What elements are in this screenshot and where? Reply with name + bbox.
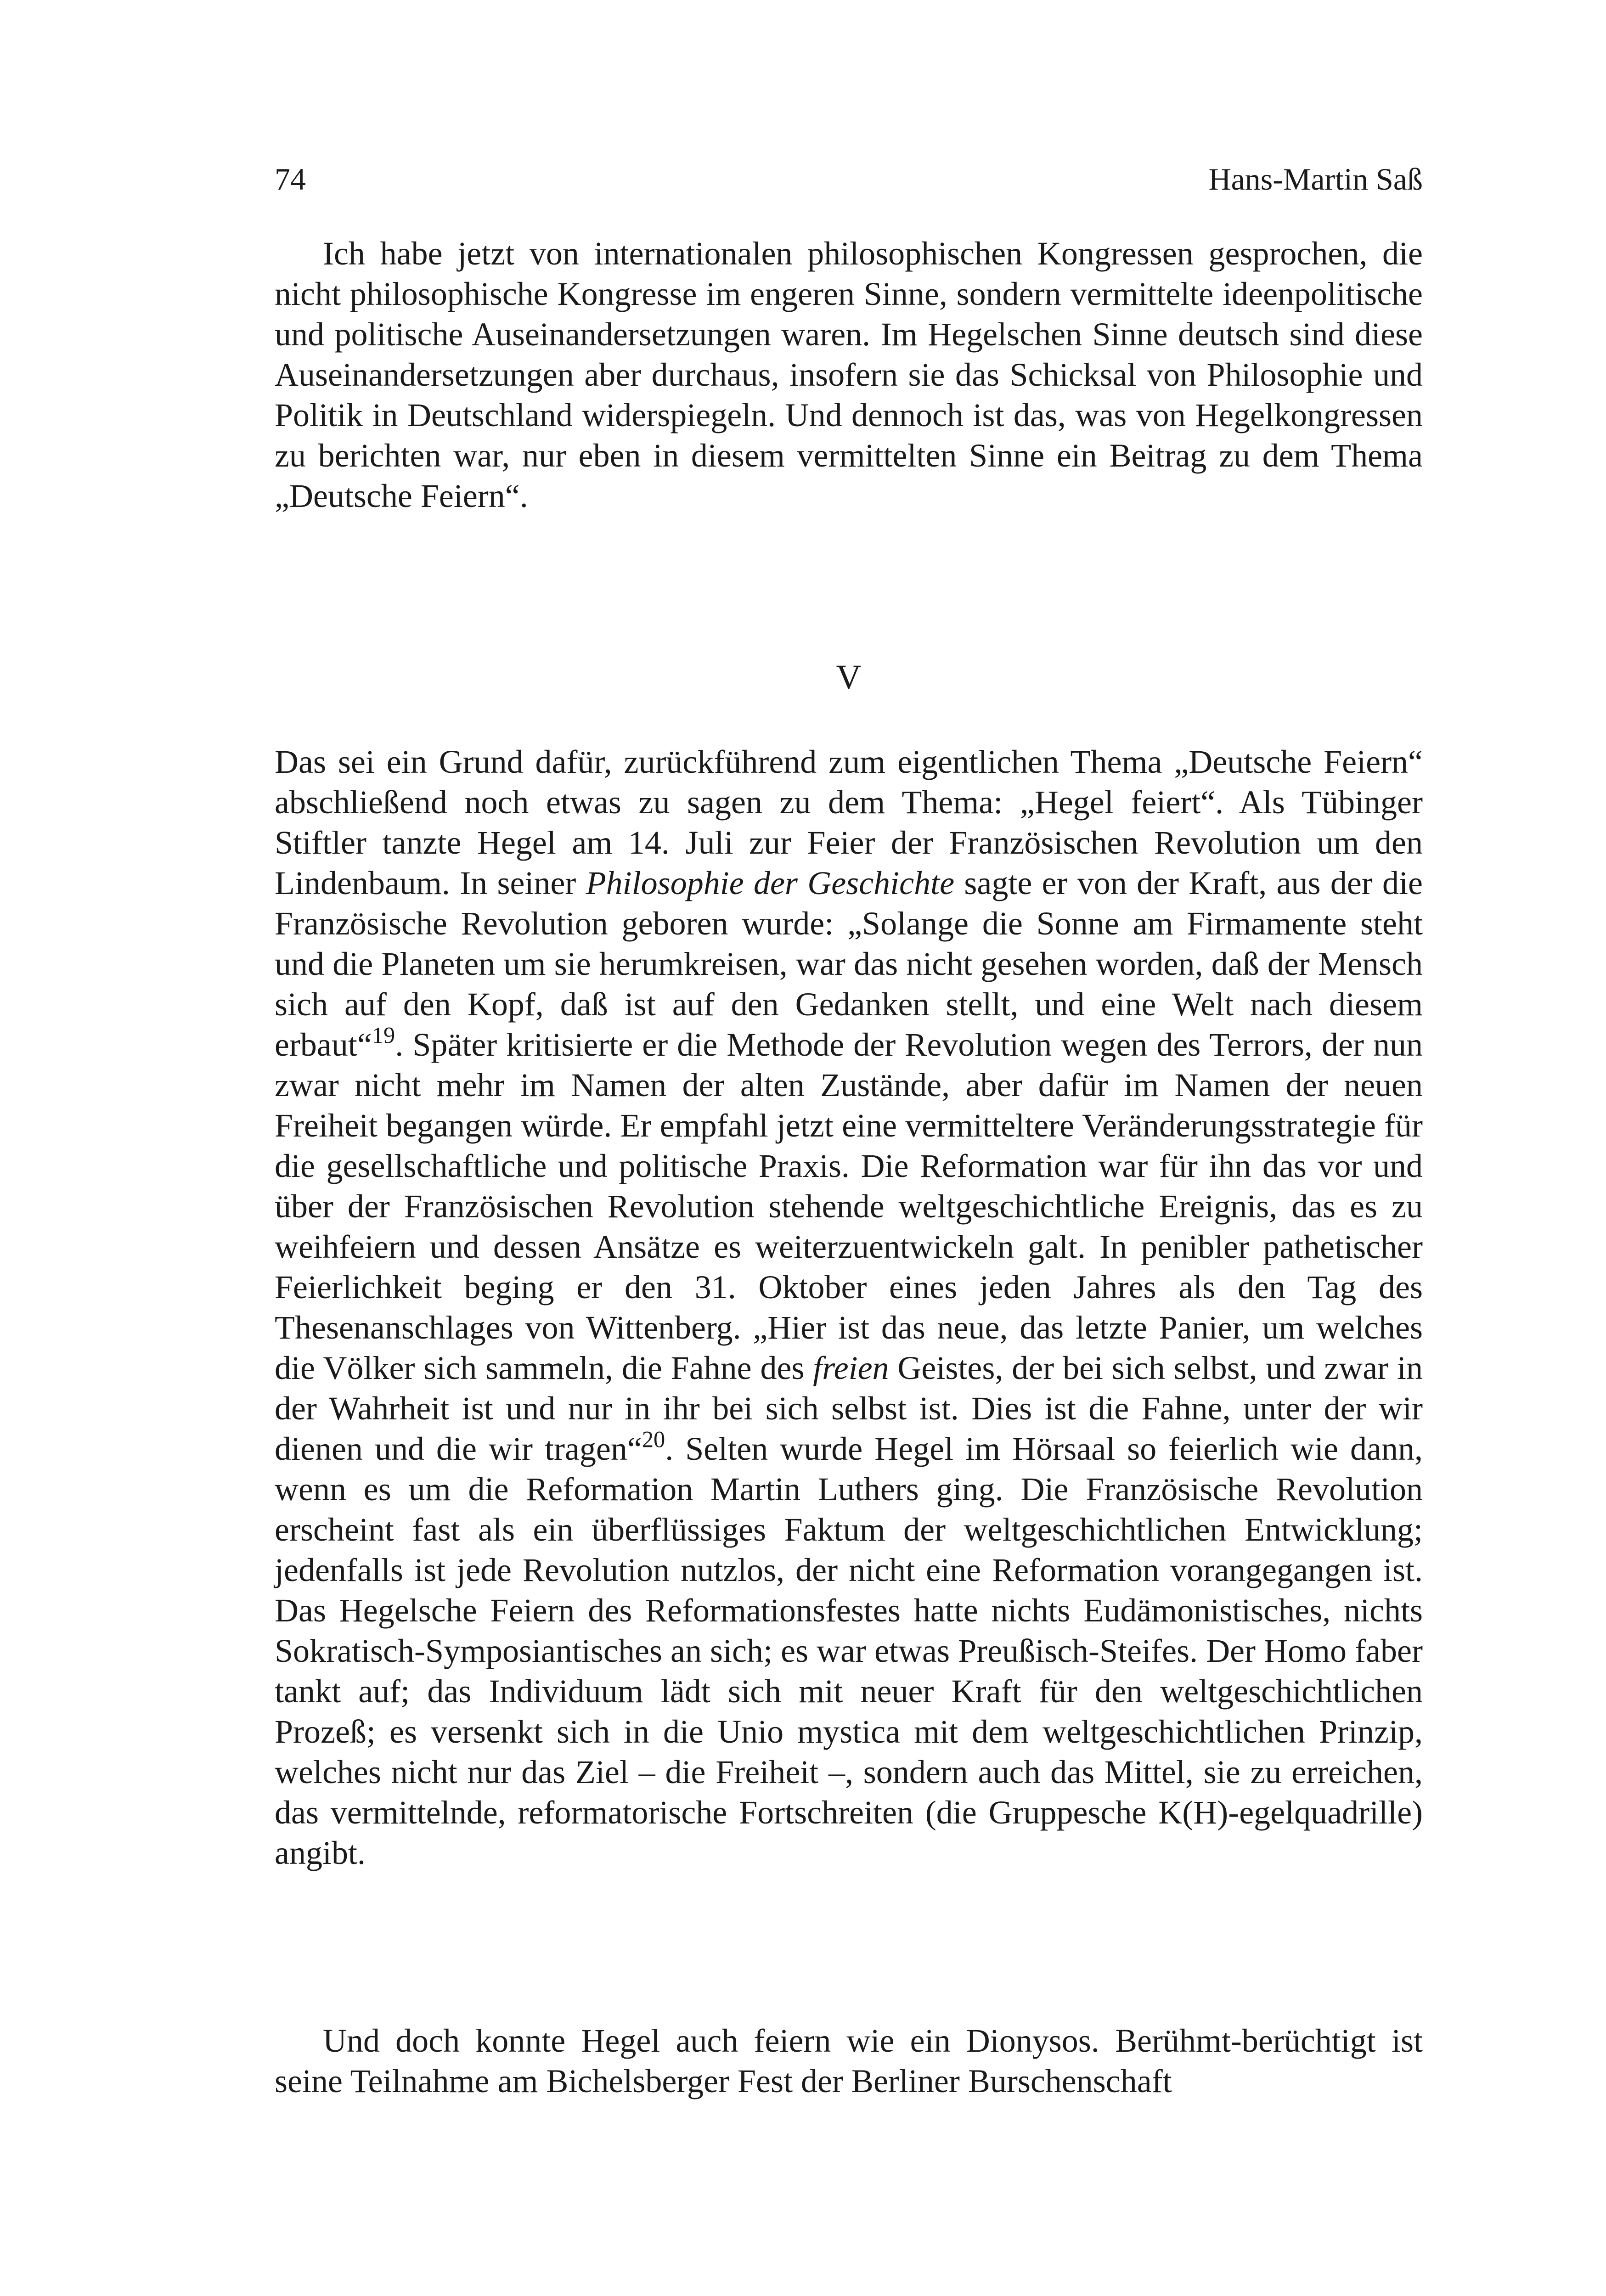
- paragraph-text: Und doch konnte Hegel auch feiern wie ein Dionysos. Berühmt-berüchtigt ist seine Teilnahme am Bichelsberger Fest der Berliner Burschenschaft: [275, 2022, 1423, 2099]
- text-run: Geistes, der bei sich selbst, und zwar in der Wahrheit ist und nur in ihr bei sich selbst ist. Dies ist die Fahne, unter der wir dienen und die wir tragen“: [275, 1350, 1423, 1467]
- footnote-marker[interactable]: 19: [372, 1022, 395, 1048]
- paragraph-congresses: [275, 233, 1423, 516]
- running-head: [275, 158, 1423, 200]
- book-title-italic: Philosophie der Geschichte: [586, 865, 955, 901]
- paragraph-hegel-feiert: [275, 742, 1423, 1873]
- page-number: 74: [275, 162, 306, 197]
- paragraph-dionysos: [275, 2020, 1423, 2101]
- footnote-marker[interactable]: 20: [642, 1426, 665, 1452]
- text-run: . Später kritisierte er die Methode der Revolution wegen des Terrors, der nun zwar nicht mehr im Namen der alten Zustände, aber dafür im Namen der neuen Freiheit begangen würde. Er empfahl jetzt eine vermitteltere Veränderungsstrategie für die gesellschaftliche und politische Praxis. Die Reformation war für ihn das vor und über der Französischen Revolution stehende weltgeschichtliche Ereignis, das es zu weihfeiern und dessen Ansätze es weiterzuentwickeln galt. In penibler pathetischer Feierlichkeit beging er den 31. Oktober eines jeden Jahres als den Tag des Thesenanschlages von Wittenberg. „Hier ist das neue, das letzte Panier, um welches die Völker sich sammeln, die Fahne des: [275, 1026, 1423, 1386]
- text-run: Das sei ein Grund dafür, zurückführend zum eigentlichen Thema „Deutsche Feiern“ abschließend noch etwas zu sagen zu dem Thema: „Hegel feiert“. Als Tübinger Stiftler tanzte Hegel am 14. Juli zur Feier der Französischen Revolution um den Lindenbaum. In seiner: [275, 743, 1423, 901]
- emphasis-italic: freien: [813, 1350, 889, 1386]
- running-head-author: Hans-Martin Saß: [1208, 162, 1423, 197]
- text-run: sagte er von der Kraft, aus der die Französische Revolution geboren wurde: „Solange die Sonne am Firmamente steht und die Planeten um sie herumkreisen, war das nicht gesehen worden, daß der Mensch sich auf den Kopf, daß ist auf den Gedanken stellt, und eine Welt nach diesem erbaut“: [275, 865, 1423, 1063]
- text-run: . Selten wurde Hegel im Hörsaal so feierlich wie dann, wenn es um die Reformation Martin Luthers ging. Die Französische Revolution erscheint fast als ein überflüssiges Faktum der weltgeschichtlichen Entwicklung; jedenfalls ist jede Revolution nutzlos, der nicht eine Reformation vorangegangen ist. Das Hegelsche Feiern des Reformationsfestes hatte nichts Eudämonistisches, nichts Sokratisch-Symposiantisches an sich; es war etwas Preußisch-Steifes. Der Homo faber tankt auf; das Individuum lädt sich mit neuer Kraft für den weltgeschichtlichen Prozeß; es versenkt sich in die Unio mystica mit dem weltgeschichtlichen Prinzip, welches nicht nur das Ziel – die Freiheit –, sondern auch das Mittel, sie zu erreichen, das vermittelnde, reformatorische Fortschreiten (die Gruppesche K(H)-egelquadrille) angibt.: [275, 1430, 1423, 1871]
- section-heading: V: [836, 658, 862, 697]
- paragraph-text: Ich habe jetzt von internationalen philosophischen Kongressen gesprochen, die nicht philosophische Kongresse im engeren Sinne, sondern vermittelte ideenpolitische und politische Auseinandersetzungen waren. Im Hegelschen Sinne deutsch sind diese Auseinandersetzungen aber durchaus, insofern sie das Schicksal von Philosophie und Politik in Deutschland widerspiegeln. Und dennoch ist das, was von Hegelkongressen zu berichten war, nur eben in diesem vermittelten Sinne ein Beitrag zu dem Thema „Deutsche Feiern“.: [275, 235, 1423, 514]
- paragraph-text: [275, 742, 1423, 1873]
